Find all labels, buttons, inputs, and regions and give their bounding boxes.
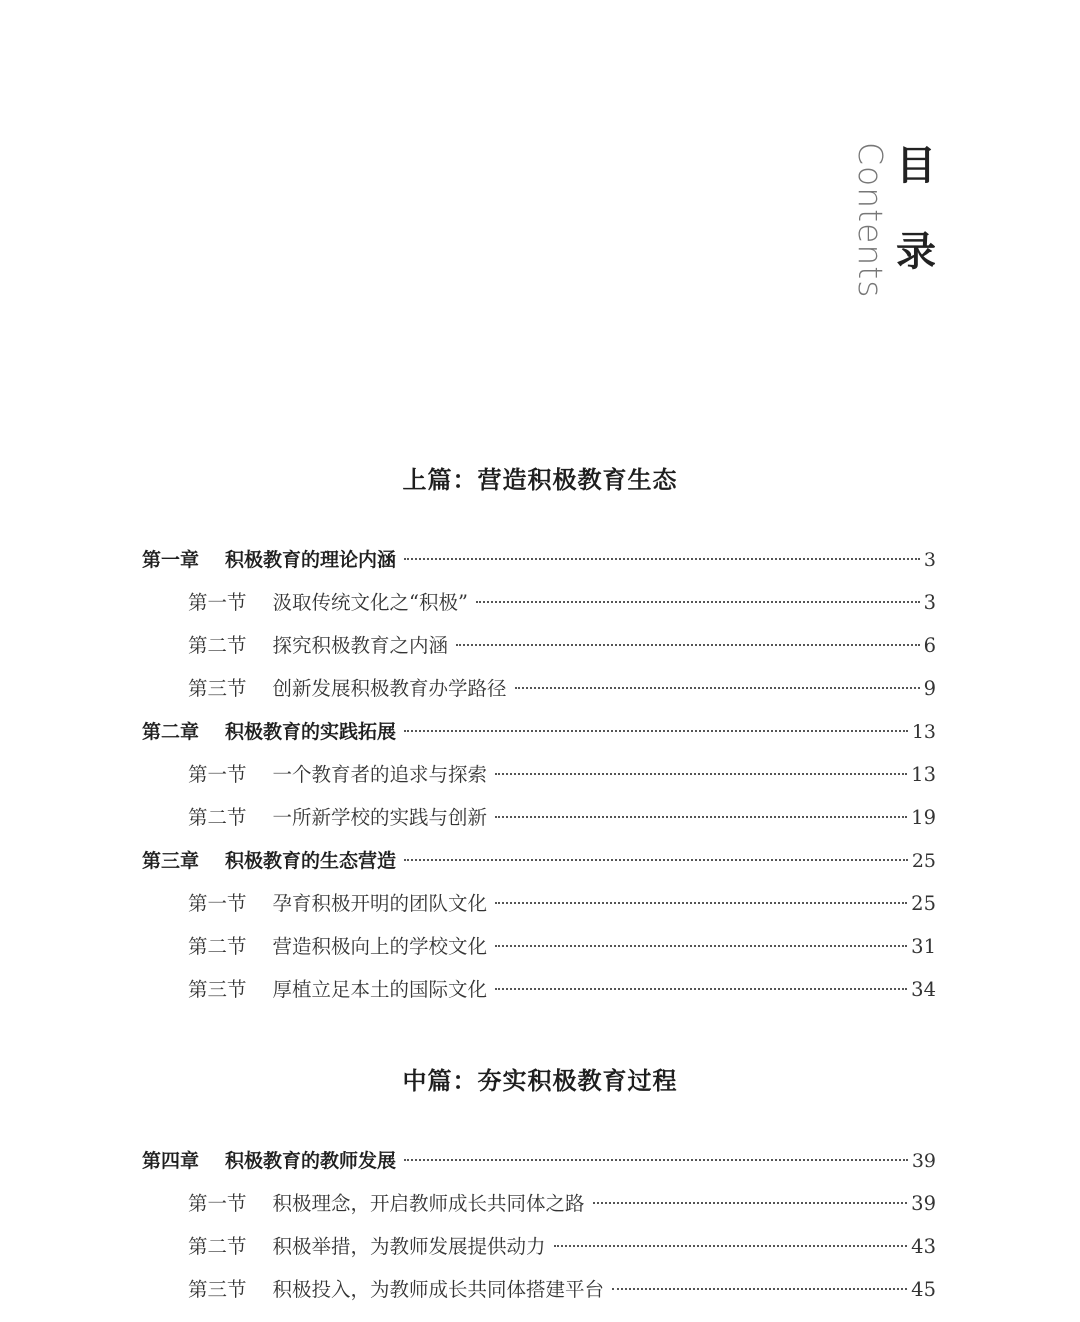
entry-number: 第三章	[142, 850, 200, 872]
entry-number: 第一节	[188, 763, 247, 786]
toc-section-entry[interactable]	[188, 975, 936, 1005]
heading-english: Contents	[851, 142, 890, 299]
toc-chapter-entry[interactable]	[142, 545, 936, 575]
entry-page-number: 45	[911, 1278, 936, 1301]
entry-title: 营造积极向上的学校文化	[272, 935, 488, 958]
entry-title: 积极理念，开启教师成长共同体之路	[272, 1192, 585, 1215]
entry-page-number: 9	[923, 677, 936, 700]
entry-number: 第二节	[188, 634, 247, 657]
entry-page-number: 13	[911, 721, 936, 743]
entry-page-number: 39	[911, 1150, 936, 1172]
entry-page-number: 43	[911, 1235, 936, 1258]
entry-number: 第二节	[188, 935, 247, 958]
toc-section-entry[interactable]	[188, 588, 936, 618]
entry-page-number: 6	[923, 634, 936, 657]
dot-leader	[495, 988, 907, 990]
entry-title: 一所新学校的实践与创新	[272, 806, 488, 829]
heading-chinese-top: 目	[896, 143, 936, 189]
entry-number: 第一章	[142, 549, 200, 571]
entry-title: 积极举措，为教师发展提供动力	[272, 1235, 546, 1258]
toc-section-entry[interactable]	[188, 631, 936, 661]
entry-number: 第一节	[188, 591, 247, 614]
entry-page-number: 13	[911, 763, 936, 786]
dot-leader	[495, 902, 907, 904]
entry-page-number: 34	[911, 978, 936, 1001]
part-title-2: 中篇：夯实积极教育过程	[402, 1066, 678, 1095]
dot-leader	[495, 945, 907, 947]
entry-title: 积极教育的实践拓展	[225, 721, 397, 743]
toc-section-entry[interactable]	[188, 760, 936, 790]
entry-number: 第三节	[188, 978, 247, 1001]
entry-page-number: 25	[911, 892, 936, 915]
entry-page-number: 3	[923, 591, 936, 614]
dot-leader	[456, 644, 920, 646]
part-title-1: 上篇：营造积极教育生态	[402, 465, 678, 494]
toc-section-entry[interactable]	[188, 932, 936, 962]
dot-leader	[515, 687, 920, 689]
entry-title: 积极教育的教师发展	[225, 1150, 397, 1172]
dot-leader	[495, 773, 907, 775]
toc-section-entry[interactable]	[188, 1232, 936, 1262]
toc-section-entry[interactable]	[188, 1275, 936, 1305]
toc-section-entry[interactable]	[188, 674, 936, 704]
entry-number: 第三节	[188, 1278, 247, 1301]
entry-page-number: 19	[911, 806, 936, 829]
toc-chapter-entry[interactable]	[142, 846, 936, 876]
entry-title: 孕育积极开明的团队文化	[272, 892, 488, 915]
entry-number: 第三节	[188, 677, 247, 700]
entry-title: 积极投入，为教师成长共同体搭建平台	[272, 1278, 605, 1301]
entry-title: 创新发展积极教育办学路径	[272, 677, 507, 700]
entry-number: 第二节	[188, 1235, 247, 1258]
dot-leader	[476, 601, 920, 603]
dot-leader	[404, 859, 908, 861]
entry-page-number: 3	[923, 549, 936, 571]
dot-leader	[404, 558, 920, 560]
entry-page-number: 39	[911, 1192, 936, 1215]
entry-page-number: 31	[911, 935, 936, 958]
dot-leader	[554, 1245, 908, 1247]
dot-leader	[404, 730, 908, 732]
entry-number: 第一节	[188, 892, 247, 915]
entry-title: 一个教育者的追求与探索	[272, 763, 488, 786]
dot-leader	[495, 816, 907, 818]
heading-chinese-bottom: 录	[896, 229, 936, 275]
entry-title: 探究积极教育之内涵	[272, 634, 449, 657]
entry-title: 汲取传统文化之“积极”	[272, 591, 468, 614]
toc-chapter-entry[interactable]	[142, 717, 936, 747]
entry-number: 第二节	[188, 806, 247, 829]
entry-number: 第二章	[142, 721, 200, 743]
dot-leader	[404, 1159, 908, 1161]
entry-title: 积极教育的生态营造	[225, 850, 397, 872]
toc-section-entry[interactable]	[188, 889, 936, 919]
entry-number: 第四章	[142, 1150, 200, 1172]
entry-number: 第一节	[188, 1192, 247, 1215]
entry-title: 厚植立足本土的国际文化	[272, 978, 488, 1001]
entry-title: 积极教育的理论内涵	[225, 549, 397, 571]
dot-leader	[612, 1288, 907, 1290]
toc-section-entry[interactable]	[188, 803, 936, 833]
entry-page-number: 25	[911, 850, 936, 872]
toc-section-entry[interactable]	[188, 1189, 936, 1219]
toc-chapter-entry[interactable]	[142, 1146, 936, 1176]
dot-leader	[593, 1202, 908, 1204]
